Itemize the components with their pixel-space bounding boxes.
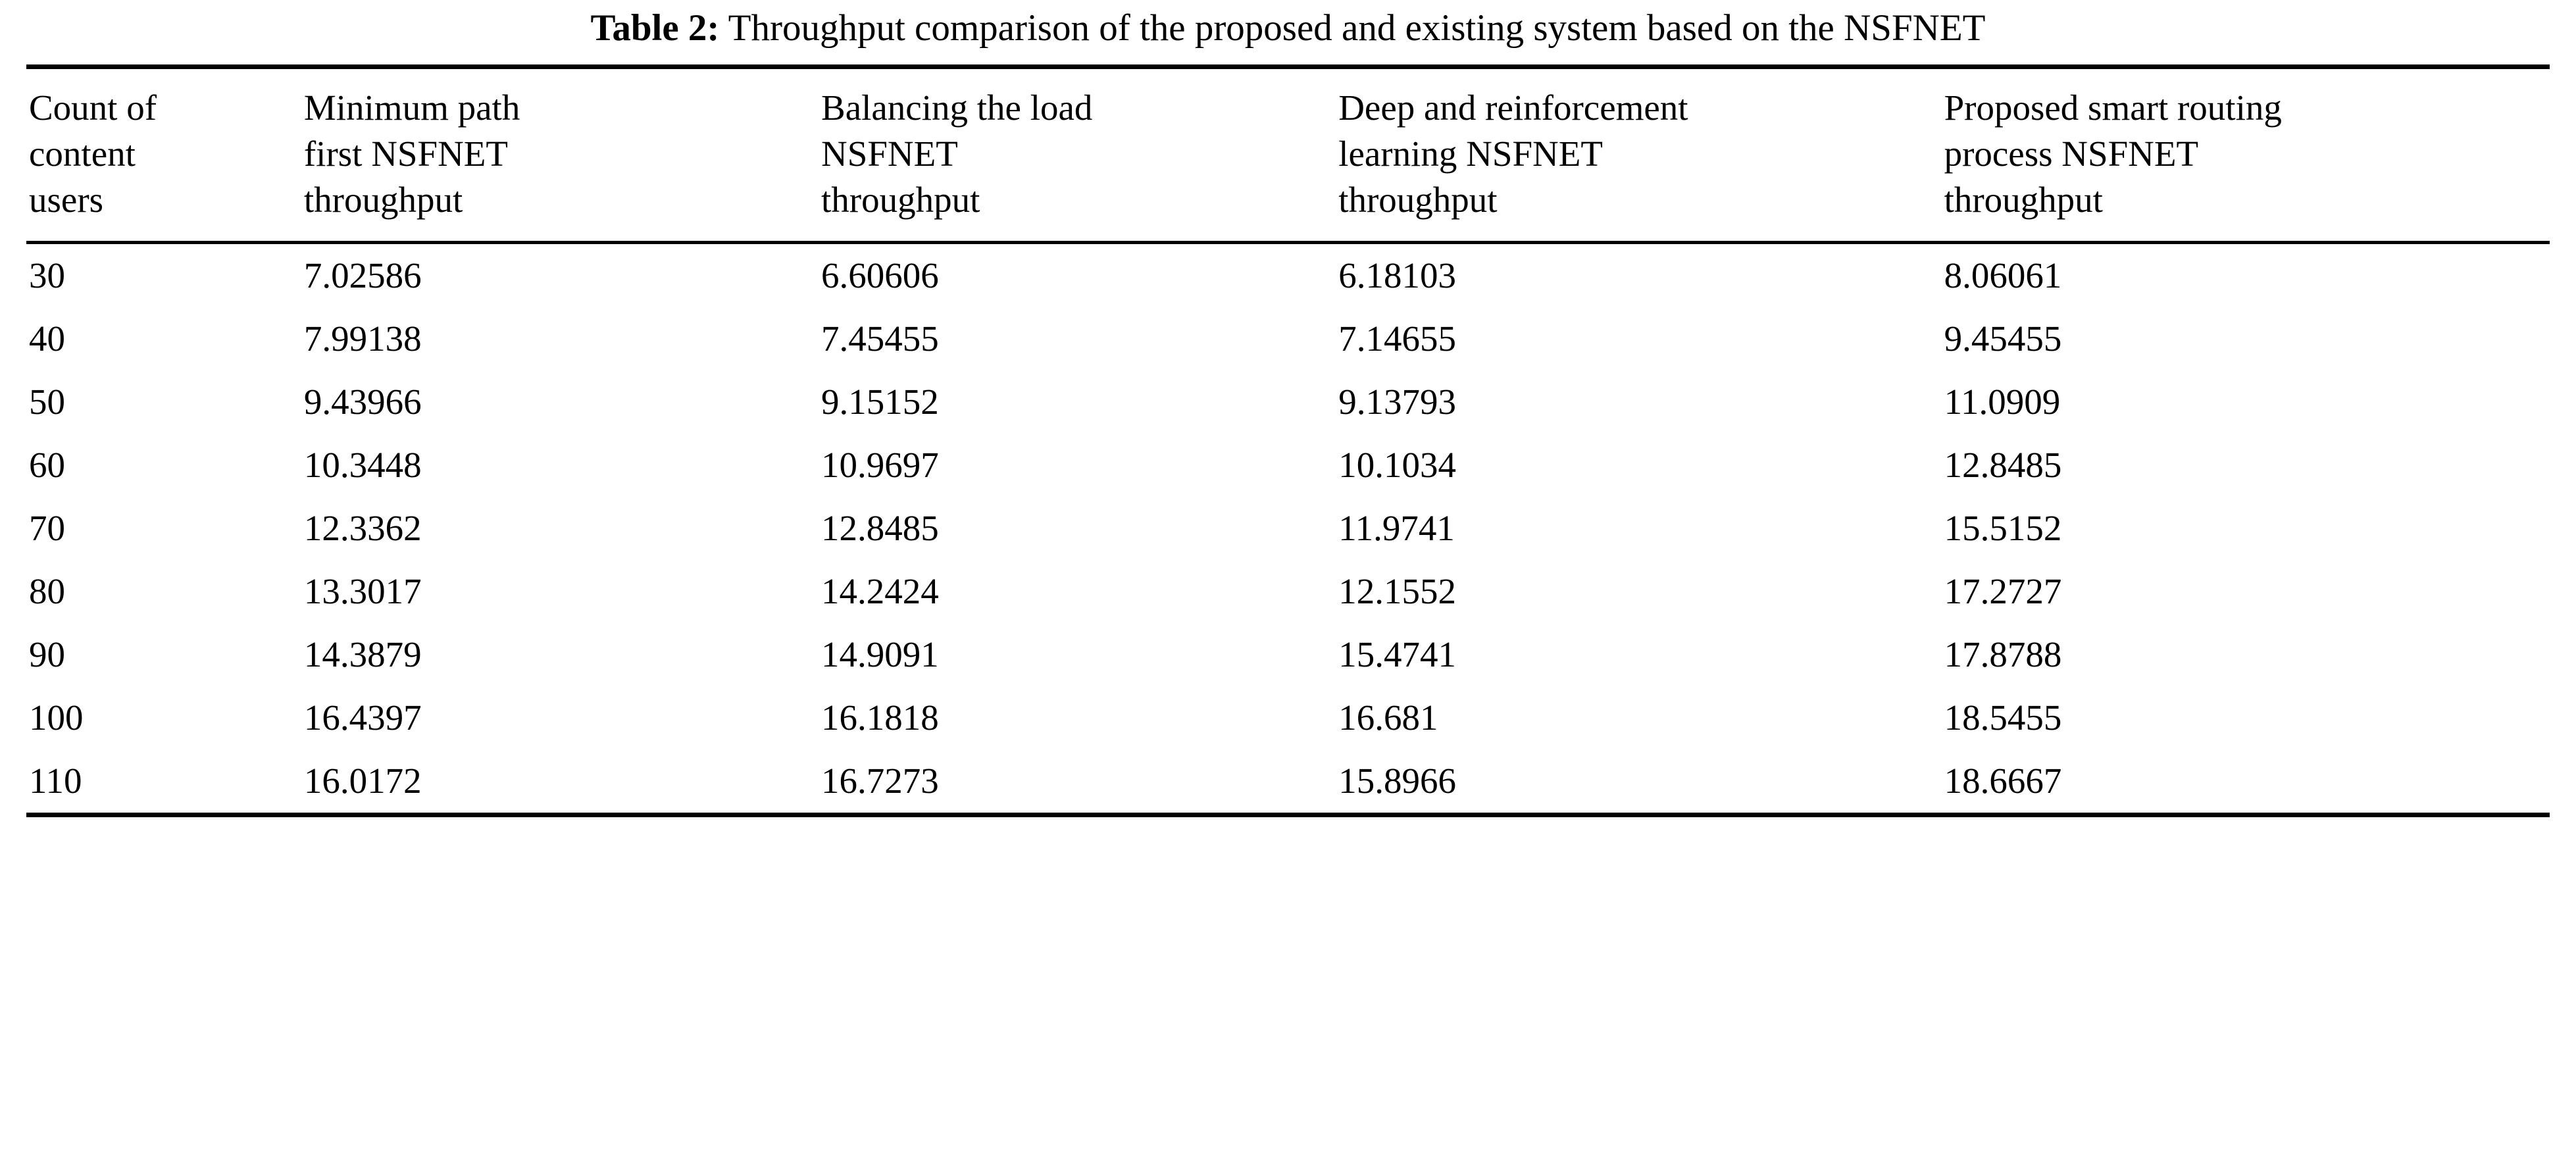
cell-proposed-smart-routing-process: 8.06061 — [1944, 255, 2062, 295]
table-row — [26, 623, 2550, 686]
cell-balancing-the-load: 9.15152 — [821, 381, 939, 422]
cell-deep-and-reinforcement-learning: 16.681 — [1338, 697, 1438, 738]
cell-deep-and-reinforcement-learning: 15.4741 — [1338, 634, 1456, 674]
cell-count-of-content-users: 30 — [29, 255, 65, 295]
header-line: throughput — [303, 180, 463, 220]
cell-minimum-path-first: 14.3879 — [303, 634, 422, 674]
cell-balancing-the-load: 14.9091 — [821, 634, 939, 674]
cell-proposed-smart-routing-process: 9.45455 — [1944, 318, 2062, 359]
column-header-count-of-content-users — [26, 69, 304, 241]
table-header-row — [26, 69, 2550, 241]
table-top-rule — [26, 64, 2550, 69]
cell-proposed-smart-routing-process: 11.0909 — [1944, 381, 2061, 422]
cell-minimum-path-first: 9.43966 — [303, 381, 422, 422]
throughput-comparison-table — [26, 69, 2550, 241]
table-row — [26, 497, 2550, 560]
column-header-minimum-path-first — [304, 69, 821, 241]
cell-deep-and-reinforcement-learning: 9.13793 — [1338, 381, 1456, 422]
table-row — [26, 370, 2550, 434]
cell-balancing-the-load: 16.1818 — [821, 697, 939, 738]
cell-deep-and-reinforcement-learning: 6.18103 — [1338, 255, 1456, 295]
cell-minimum-path-first: 16.0172 — [303, 760, 422, 801]
cell-minimum-path-first: 12.3362 — [303, 507, 422, 548]
cell-minimum-path-first: 7.99138 — [303, 318, 422, 359]
header-line: Proposed smart routing — [1944, 87, 2282, 128]
cell-count-of-content-users: 90 — [29, 634, 65, 674]
cell-deep-and-reinforcement-learning: 12.1552 — [1338, 570, 1456, 611]
header-line: Deep and reinforcement — [1338, 87, 1688, 128]
header-line: first NSFNET — [303, 133, 508, 174]
cell-count-of-content-users: 70 — [29, 507, 65, 548]
table-caption — [26, 0, 2550, 64]
cell-minimum-path-first: 7.02586 — [303, 255, 422, 295]
column-header-deep-and-reinforcement-learning — [1338, 69, 1944, 241]
column-header-proposed-smart-routing-process — [1944, 69, 2550, 241]
column-header-balancing-the-load — [821, 69, 1338, 241]
table-caption-text: Throughput comparison of the proposed and existing system based on the NSFNET — [728, 7, 1986, 49]
cell-count-of-content-users: 80 — [29, 570, 65, 611]
cell-balancing-the-load: 7.45455 — [821, 318, 939, 359]
table-row — [26, 686, 2550, 749]
cell-deep-and-reinforcement-learning: 7.14655 — [1338, 318, 1456, 359]
cell-deep-and-reinforcement-learning: 11.9741 — [1338, 507, 1455, 548]
cell-proposed-smart-routing-process: 18.6667 — [1944, 760, 2062, 801]
cell-proposed-smart-routing-process: 17.2727 — [1944, 570, 2062, 611]
table-row — [26, 560, 2550, 623]
cell-count-of-content-users: 60 — [29, 444, 65, 485]
cell-balancing-the-load: 12.8485 — [821, 507, 939, 548]
header-line: users — [29, 180, 104, 220]
throughput-comparison-table-body — [26, 244, 2550, 813]
cell-count-of-content-users: 100 — [29, 697, 84, 738]
cell-deep-and-reinforcement-learning: 15.8966 — [1338, 760, 1456, 801]
header-line: Balancing the load — [821, 87, 1093, 128]
header-line: learning NSFNET — [1338, 133, 1603, 174]
table-row — [26, 244, 2550, 307]
header-line: Minimum path — [303, 87, 520, 128]
header-line: throughput — [821, 180, 980, 220]
table-row — [26, 749, 2550, 813]
table-row — [26, 307, 2550, 370]
cell-balancing-the-load: 10.9697 — [821, 444, 939, 485]
cell-count-of-content-users: 50 — [29, 381, 65, 422]
table-caption-label: Table 2: — [590, 7, 720, 49]
cell-balancing-the-load: 16.7273 — [821, 760, 939, 801]
cell-balancing-the-load: 6.60606 — [821, 255, 939, 295]
cell-balancing-the-load: 14.2424 — [821, 570, 939, 611]
header-line: process NSFNET — [1944, 133, 2199, 174]
cell-deep-and-reinforcement-learning: 10.1034 — [1338, 444, 1456, 485]
header-line: throughput — [1338, 180, 1498, 220]
cell-count-of-content-users: 40 — [29, 318, 65, 359]
cell-minimum-path-first: 13.3017 — [303, 570, 422, 611]
cell-proposed-smart-routing-process: 18.5455 — [1944, 697, 2062, 738]
cell-proposed-smart-routing-process: 15.5152 — [1944, 507, 2062, 548]
header-line: throughput — [1944, 180, 2103, 220]
cell-minimum-path-first: 16.4397 — [303, 697, 422, 738]
cell-proposed-smart-routing-process: 12.8485 — [1944, 444, 2062, 485]
cell-count-of-content-users: 110 — [29, 760, 82, 801]
header-line: Count of — [29, 87, 157, 128]
cell-minimum-path-first: 10.3448 — [303, 444, 422, 485]
table-row — [26, 434, 2550, 497]
header-line: content — [29, 133, 136, 174]
header-line: NSFNET — [821, 133, 958, 174]
table-bottom-rule — [26, 813, 2550, 817]
cell-proposed-smart-routing-process: 17.8788 — [1944, 634, 2062, 674]
